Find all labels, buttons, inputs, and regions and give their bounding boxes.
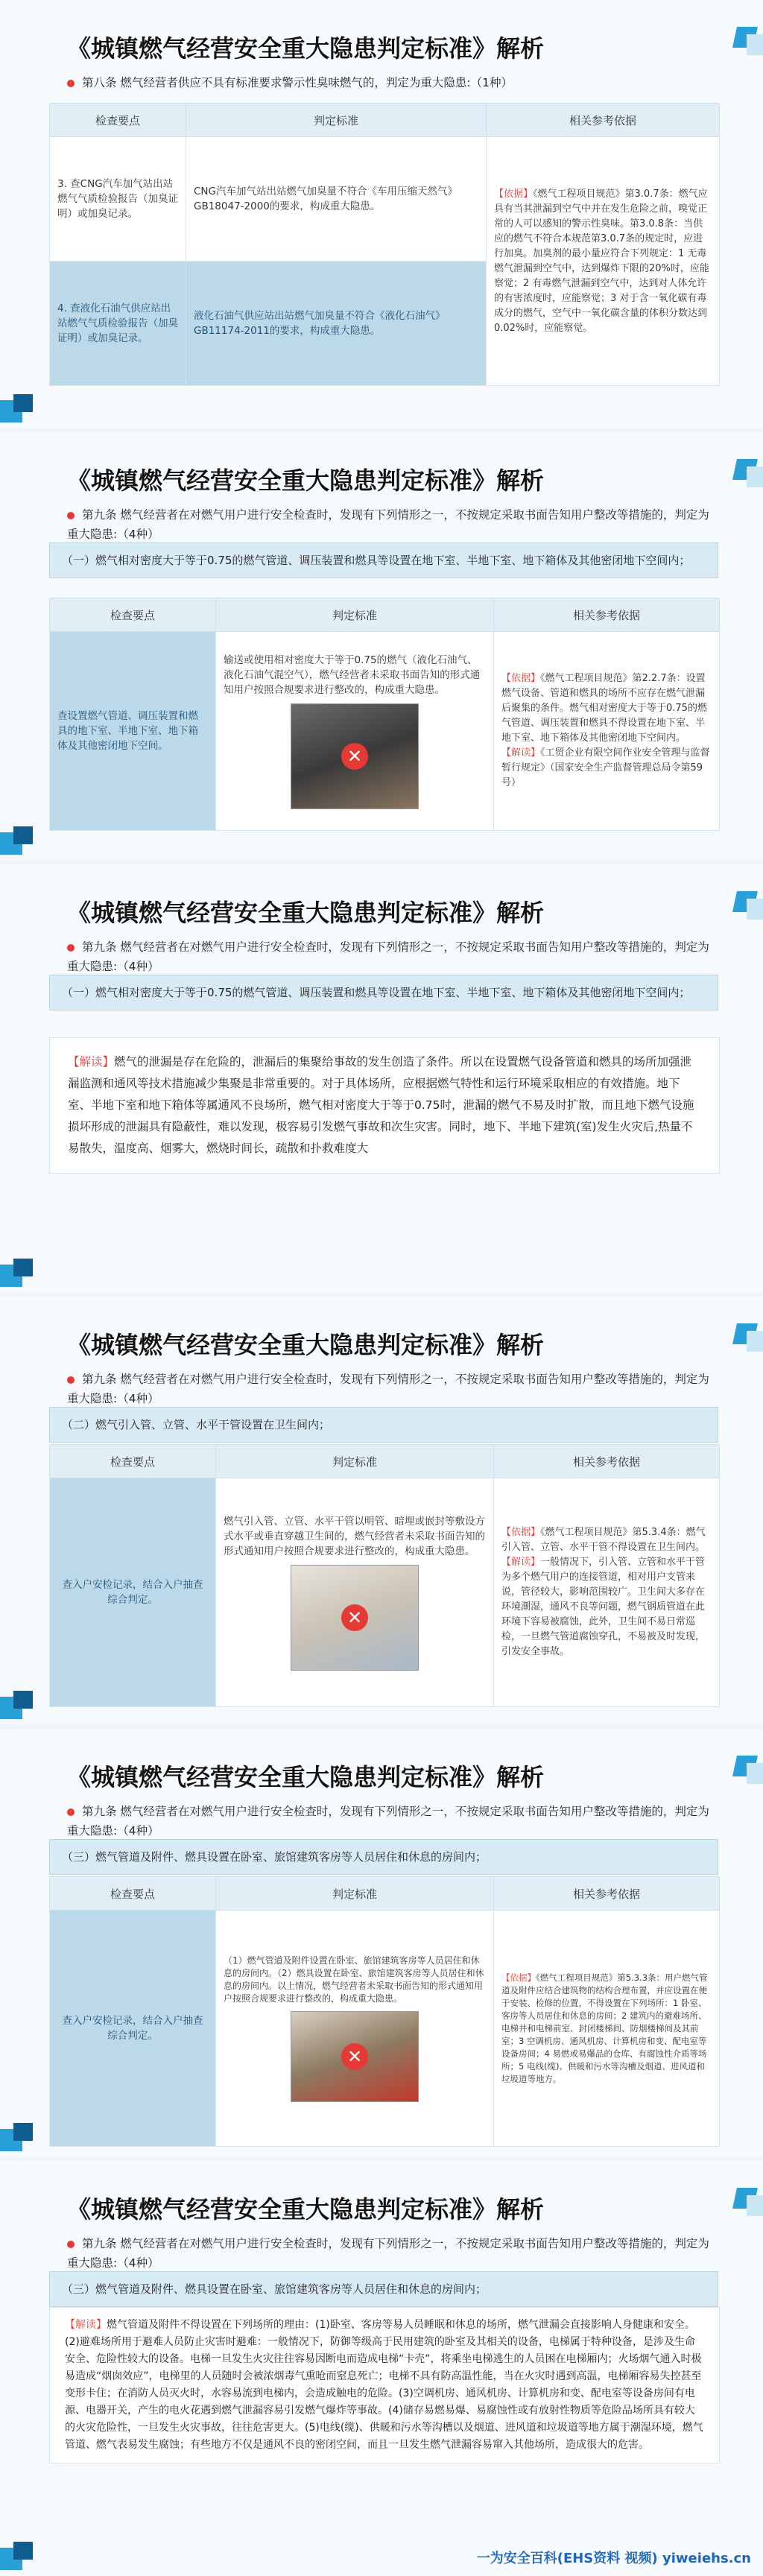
bullet-icon	[67, 1808, 75, 1816]
check-point: 查入户安检记录，结合入户抽查综合判定。	[50, 1478, 216, 1707]
col-header: 检查要点	[50, 1445, 216, 1478]
clause-text: 第九条 燃气经营者在对燃气用户进行安全检查时，发现有下列情形之一，不按规定采取书面告知用户整改等措施的，判定为重大隐患:（4种）	[67, 1805, 709, 1838]
bullet-icon	[67, 2241, 75, 2248]
reference: 【依据】《燃气工程项目规范》第5.3.4条：燃气引入管、立管、水平干管不得设置在卫生间内。 【解读】一般情况下，引入管、立管和水平干管为多个燃气用户的连接管道，相对用户支管来说，管径较大，影响范围较广。卫生间大多存在环境潮湿，通风不良等问题，燃气钢质管道在此环境下容易被腐蚀，此外，卫生间不易日常巡检，一旦燃气管道腐蚀穿孔，不易被及时发现，引发安全事故。	[494, 1478, 720, 1707]
corner-decoration	[0, 1689, 37, 1719]
slide-2	[0, 432, 763, 861]
col-header: 相关参考依据	[494, 598, 720, 632]
clause-text: 第八条 燃气经营者供应不具有标准要求警示性臭味燃气的，判定为重大隐患:（1种）	[67, 73, 718, 92]
slide-title: 《城镇燃气经营安全重大隐患判定标准》解析	[67, 34, 545, 63]
bullet-icon	[67, 80, 75, 87]
sub-item: （三）燃气管道及附件、燃具设置在卧室、旅馆建筑客房等人员居住和休息的房间内；	[49, 1839, 718, 1875]
col-header: 检查要点	[50, 104, 186, 137]
sub-item: （二）燃气引入管、立管、水平干管设置在卫生间内；	[49, 1407, 718, 1443]
corner-decoration	[723, 891, 763, 924]
sub-item: （三）燃气管道及附件、燃具设置在卧室、旅馆建筑客房等人员居住和休息的房间内；	[49, 2271, 718, 2307]
bullet-icon	[67, 1376, 75, 1384]
bullet-icon	[67, 944, 75, 952]
check-point: 查设置燃气管道、调压装置和燃具的地下室、半地下室、地下箱体及其他密闭地下空间。	[50, 632, 216, 831]
criterion: 燃气引入管、立管、水平干管以明管、暗埋或嵌封等敷设方式水平或垂直穿越卫生间的，燃气经营者未采取书面告知的形式通知用户按照合规要求进行整改的，构成重大隐患。 ✕	[216, 1478, 494, 1707]
col-header: 判定标准	[216, 598, 494, 632]
col-header: 相关参考依据	[494, 1877, 720, 1911]
reference: 【依据】《燃气工程项目规范》第2.2.7条：设置燃气设备、管道和燃具的场所不应存在燃气泄漏后聚集的条件。燃气相对密度大于等于0.75的燃气管道、调压装置和燃具不得设置在地下室、半地下室、地下箱体及其他密闭地下空间内。 【解读】《工贸企业有限空间作业安全管理与监督暂行规定》（国家安全生产监督管理总局令第59号）	[494, 632, 720, 831]
corner-decoration	[723, 27, 763, 60]
slide-1	[0, 0, 763, 428]
criterion: CNG汽车加气站出站燃气加臭量不符合《车用压缩天然气》GB18047-2000的要求，构成重大隐患。	[186, 137, 487, 262]
bullet-icon	[67, 512, 75, 519]
corner-decoration	[723, 1756, 763, 1788]
corner-decoration	[723, 459, 763, 492]
clause-text: 第九条 燃气经营者在对燃气用户进行安全检查时，发现有下列情形之一，不按规定采取书面告知用户整改等措施的，判定为重大隐患:（4种）	[67, 2237, 709, 2270]
slide-6	[0, 2161, 763, 2576]
check-point: 查入户安检记录，结合入户抽查综合判定。	[50, 1911, 216, 2147]
table-row	[50, 632, 720, 831]
sub-item: （一）燃气相对密度大于等于0.75的燃气管道、调压装置和燃具等设置在地下室、半地下室、地下箱体及其他密闭地下空间内；	[49, 975, 718, 1010]
explanation: 【解读】燃气的泄漏是存在危险的，泄漏后的集聚给事故的发生创造了条件。所以在设置燃气设备管道和燃具的场所加强泄漏监测和通风等技术措施减少集聚是非常重要的。对于具体场所，应根据燃气特性和运行环境采取相应的有效措施。地下室、半地下室和地下箱体等属通风不良场所，燃气相对密度大于等于0.75时，泄漏的燃气不易及时扩散，而且地下燃气设施损坏形成的泄漏具有隐蔽性，难以发现，极容易引发燃气事故和次生灾害。同时，地下、半地下建筑(室)发生火灾后,热量不易散失，温度高、烟雾大，燃烧时间长，疏散和扑救难度大	[49, 1037, 720, 1174]
slide-title: 《城镇燃气经营安全重大隐患判定标准》解析	[67, 2195, 545, 2224]
col-header: 判定标准	[216, 1445, 494, 1478]
cross-icon: ✕	[341, 2043, 368, 2070]
sub-item: （一）燃气相对密度大于等于0.75的燃气管道、调压装置和燃具等设置在地下室、半地下室、地下箱体及其他密闭地下空间内；	[49, 542, 718, 578]
reference: 【依据】《燃气工程项目规范》第3.0.7条：燃气应具有当其泄漏到空气中并在发生危险之前，嗅觉正常的人可以感知的警示性臭味。第3.0.8条：当供应的燃气不符合本规范第3.0.7条的规定时，应进行加臭。加臭剂的最小量应符合下列规定：1 无毒燃气泄漏到空气中，达到爆炸下限的20%时，应能察觉；2 有毒燃气泄漏到空气中，达到对人体允许的有害浓度时，应能察觉；3 对于含一氧化碳有毒成分的燃气，空气中一氧化碳含量的体积分数达到0.02%时，应能察觉。	[487, 137, 720, 386]
corner-decoration	[723, 1323, 763, 1356]
slide-title: 《城镇燃气经营安全重大隐患判定标准》解析	[67, 1763, 545, 1791]
criteria-table	[49, 598, 720, 831]
criteria-table	[49, 1876, 720, 2147]
cross-icon: ✕	[341, 1604, 368, 1631]
clause-text: 第九条 燃气经营者在对燃气用户进行安全检查时，发现有下列情形之一，不按规定采取书面告知用户整改等措施的，判定为重大隐患:（4种）	[67, 1373, 709, 1405]
corner-decoration	[723, 2188, 763, 2221]
corner-decoration	[0, 393, 37, 423]
slide-3	[0, 864, 763, 1293]
hazard-photo	[291, 703, 419, 809]
footer-watermark: 一为安全百科(EHS资料 视频) yiweiehs.cn	[476, 2551, 751, 2566]
table-row	[50, 137, 720, 262]
corner-decoration	[0, 2540, 37, 2570]
clause-text: 第九条 燃气经营者在对燃气用户进行安全检查时，发现有下列情形之一，不按规定采取书面告知用户整改等措施的，判定为重大隐患:（4种）	[67, 508, 709, 541]
col-header: 相关参考依据	[487, 104, 720, 137]
col-header: 检查要点	[50, 598, 216, 632]
slide-title: 《城镇燃气经营安全重大隐患判定标准》解析	[67, 466, 545, 495]
hazard-photo	[291, 1565, 419, 1671]
slide-title: 《城镇燃气经营安全重大隐患判定标准》解析	[67, 1331, 545, 1359]
criteria-table	[49, 1444, 720, 1707]
slide-title: 《城镇燃气经营安全重大隐患判定标准》解析	[67, 899, 545, 927]
col-header: 判定标准	[216, 1877, 494, 1911]
col-header: 相关参考依据	[494, 1445, 720, 1478]
col-header: 判定标准	[186, 104, 487, 137]
cross-icon: ✕	[341, 743, 368, 770]
check-point: 3. 查CNG汽车加气站出站燃气气质检验报告（加臭证明）或加臭记录。	[50, 137, 186, 262]
slide-4	[0, 1297, 763, 1725]
reference: 【依据】《燃气工程项目规范》第5.3.3条：用户燃气管道及附件应结合建筑物的结构合理布置，并应设置在便于安装、检修的位置，不得设置在下列场所：1 卧室、客房等人员居住和休息的房间；2 建筑内的避难场所、电梯井和电梯前室、封闭楼梯间、防烟楼梯间及其前室；3 空调机房、通风机房、计算机房和变、配电室等设备房间；4 易燃或易爆品的仓库、有腐蚀性介质等场所；5 电线(缆)、供暖和污水等沟槽及烟道、进风道和垃圾道等地方。	[494, 1911, 720, 2147]
criterion: （1）燃气管道及附件设置在卧室、旅馆建筑客房等人员居住和休息的房间内。（2）燃具设置在卧室、旅馆建筑客房等人员居住和休息的房间内。以上情况，燃气经营者未采取书面告知的形式通知用户按照合规要求进行整改的，构成重大隐患。 ✕	[216, 1911, 494, 2147]
col-header: 检查要点	[50, 1877, 216, 1911]
criteria-table	[49, 103, 720, 386]
criterion: 输送或使用相对密度大于等于0.75的燃气（液化石油气、液化石油气混空气），燃气经营者未采取书面告知的形式通知用户按照合规要求进行整改的，构成重大隐患。 ✕	[216, 632, 494, 831]
clause-text: 第九条 燃气经营者在对燃气用户进行安全检查时，发现有下列情形之一，不按规定采取书面告知用户整改等措施的，判定为重大隐患:（4种）	[67, 940, 709, 973]
explanation: 【解读】燃气管道及附件不得设置在下列场所的理由：(1)卧室、客房等易人员睡眠和休息的场所，燃气泄漏会直接影响人身健康和安全。(2)避难场所用于避难人员防止灾害时避难：一般情况下，防御等级高于民用建筑的卧室及其相关的设备，电梯属于特种设备，是涉及生命安全、危险性较大的设备。电梯一旦发生火灾往往容易因断电而造成电梯“卡壳”，将乘坐电梯逃生的人员困在电梯厢内；火场烟气通入时极易造成“烟囱效应”，电梯里的人员随时会被浓烟毒气熏呛而窒息死亡；电梯不具有防高温性能，当在火灾时遇到高温，电梯厢容易失控甚至变形卡住；在消防人员灭火时，水容易流到电梯内，会造成触电的危险。(3)空调机房、通风机房、计算机房和变、配电室等设备房间有电源、电器开关，产生的电火花遇到燃气泄漏容易引发燃气爆炸等事故。(4)储存易燃易爆、易腐蚀性或有放射性物质等危险品场所具有较大的火灾危险性，一旦发生火灾事故，往往危害更大。(5)电线(缆)、供暖和污水等沟槽以及烟道、进风道和垃圾道等地方属于潮湿环境，燃气管道、燃气表易发生腐蚀；有些地方不仅是通风不良的密闭空间，而且一旦发生燃气泄漏容易窜入其他场所，造成很大的危害。	[49, 2307, 720, 2463]
corner-decoration	[0, 2121, 37, 2151]
criterion: 液化石油气供应站出站燃气加臭量不符合《液化石油气》GB11174-2011的要求，构成重大隐患。	[186, 262, 487, 386]
corner-decoration	[0, 1257, 37, 1287]
table-row	[50, 1478, 720, 1707]
slide-5	[0, 1729, 763, 2157]
corner-decoration	[0, 825, 37, 855]
check-point: 4. 查液化石油气供应站出站燃气气质检验报告（加臭证明）或加臭记录。	[50, 262, 186, 386]
table-row	[50, 1911, 720, 2147]
hazard-photo	[291, 2011, 419, 2102]
